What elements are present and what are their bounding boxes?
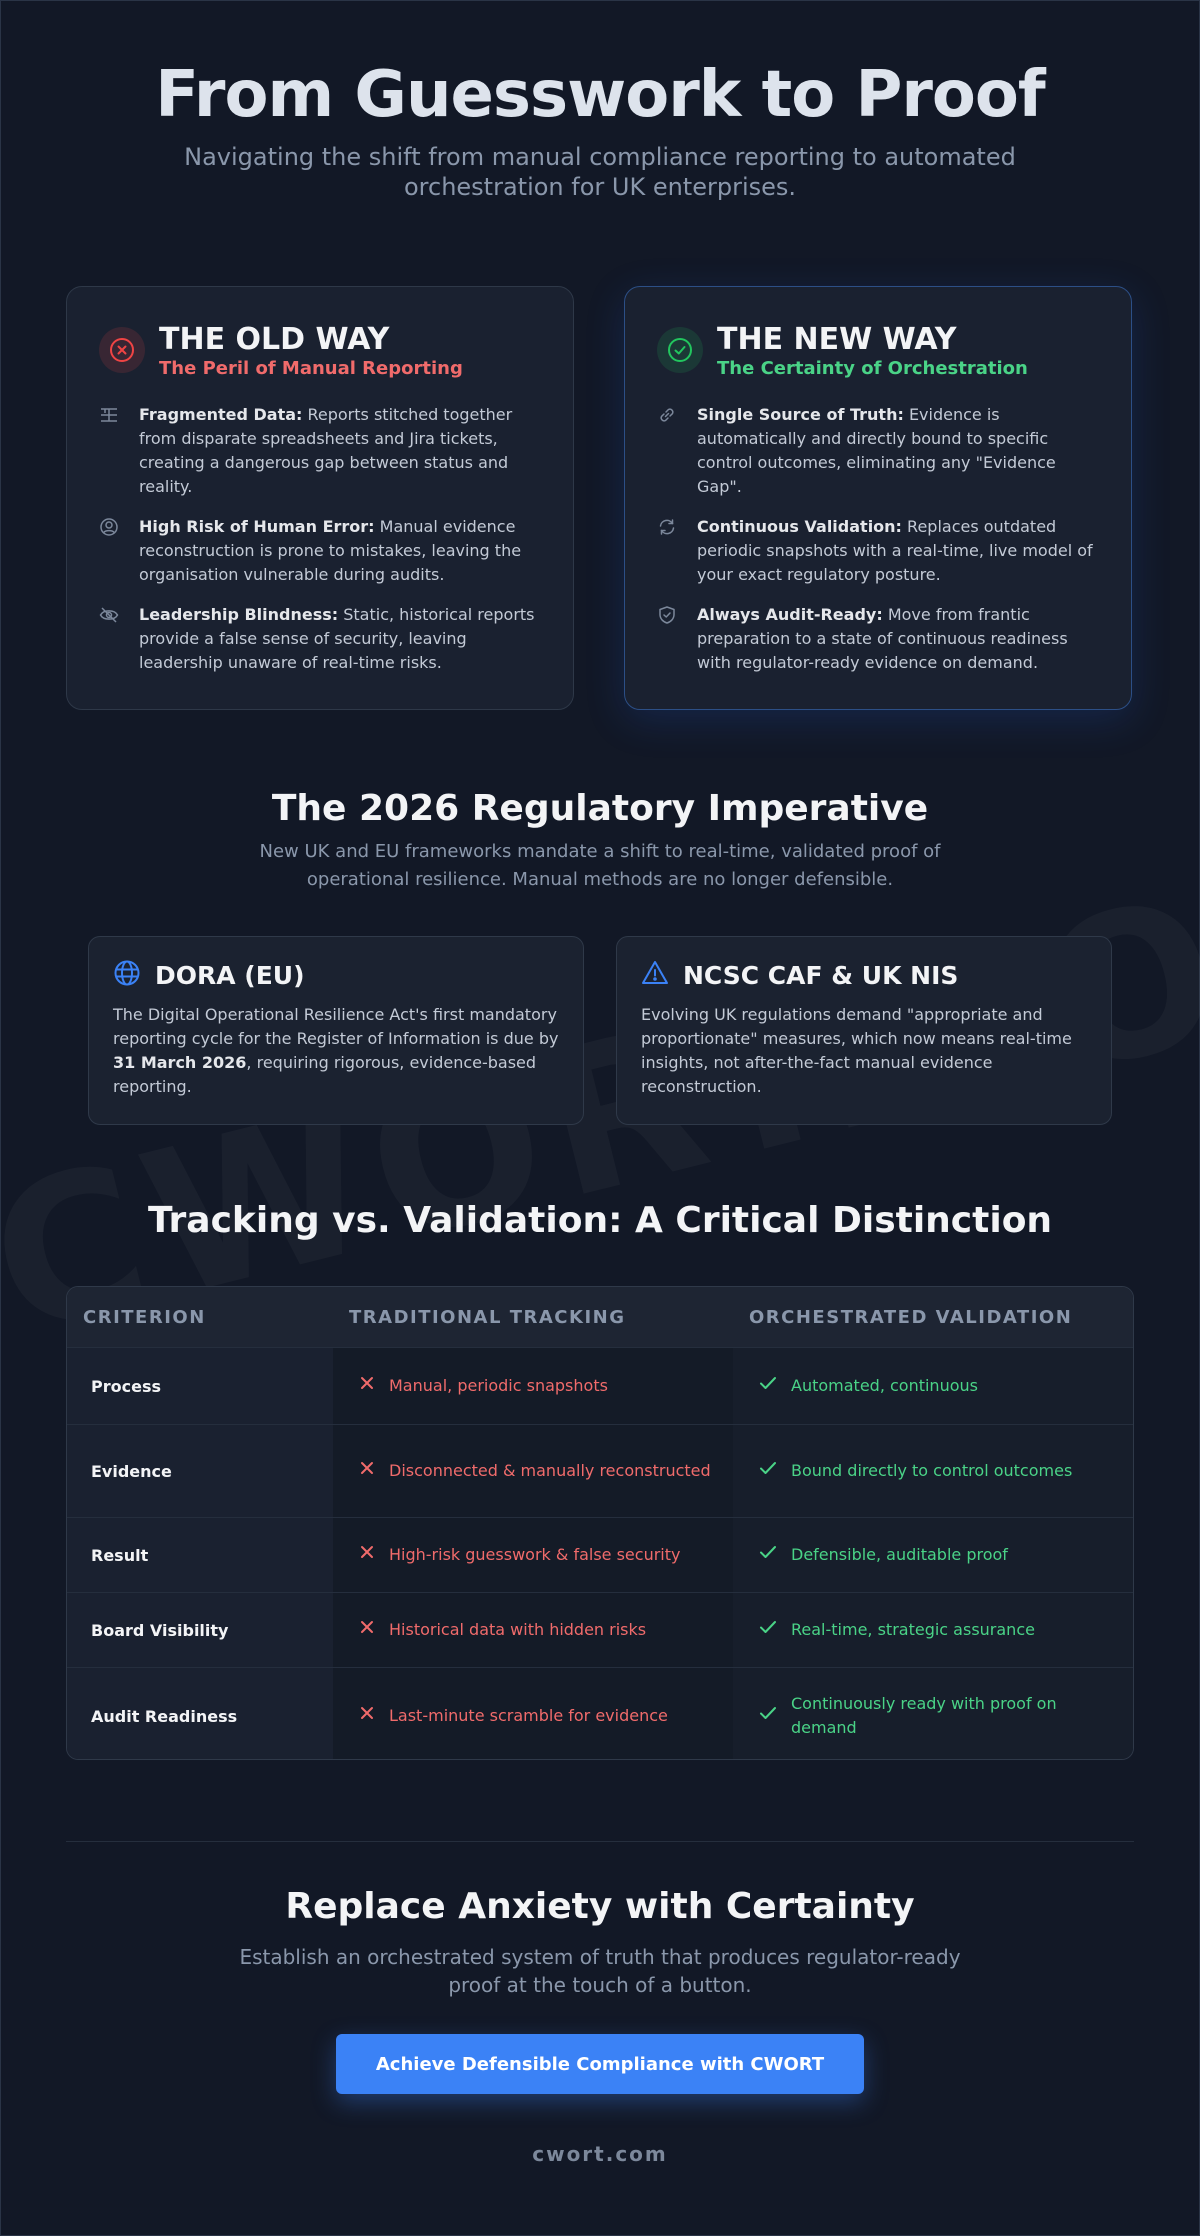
- traditional-cell: [333, 1518, 733, 1592]
- ncsc-title: NCSC CAF & UK NIS: [683, 960, 959, 990]
- point-lead: Single Source of Truth:: [697, 405, 904, 424]
- hero-subtitle: Navigating the shift from manual compliance reporting to automated orchestration for UK enterprises.: [184, 143, 1016, 201]
- new-way-subtitle: The Certainty of Orchestration: [717, 358, 1028, 379]
- check-icon: [759, 1459, 777, 1483]
- orchestrated-cell: [733, 1668, 1133, 1760]
- ncsc-text: Evolving UK regulations demand "appropriate and proportionate" measures, which now means real-time insights, not after-the-fact manual evidence reconstruction.: [641, 1005, 1072, 1096]
- divider: [66, 1841, 1134, 1842]
- new-way-point: [657, 515, 1099, 587]
- check-icon: [759, 1704, 777, 1728]
- point-lead: Leadership Blindness:: [139, 605, 339, 624]
- check-circle-icon: [657, 327, 703, 373]
- table-row: [67, 1347, 1133, 1424]
- x-icon: [359, 1704, 375, 1728]
- new-way-title: THE NEW WAY: [717, 322, 957, 357]
- ncsc-card: [616, 936, 1112, 1125]
- traditional-cell: [333, 1593, 733, 1667]
- orchestrated-cell: [733, 1348, 1133, 1424]
- x-icon: [359, 1618, 375, 1642]
- header-orchestrated: ORCHESTRATED VALIDATION: [733, 1287, 1133, 1347]
- criterion-cell: Process: [67, 1348, 333, 1424]
- traditional-text: Disconnected & manually reconstructed: [389, 1461, 711, 1480]
- check-icon: [759, 1618, 777, 1642]
- cta-subtitle: Establish an orchestrated system of truth that produces regulator-ready proof at the touch of a button.: [239, 1945, 961, 1997]
- warning-icon: [641, 959, 669, 991]
- traditional-text: High-risk guesswork & false security: [389, 1545, 681, 1564]
- point-lead: Always Audit-Ready:: [697, 605, 883, 624]
- refresh-icon: [657, 515, 683, 587]
- check-icon: [759, 1543, 777, 1567]
- orchestrated-text: Automated, continuous: [791, 1376, 978, 1395]
- orchestrated-text: Bound directly to control outcomes: [791, 1461, 1073, 1480]
- point-text: Static, historical reports provide a false sense of security, leaving leadership unaware of real-time risks.: [139, 605, 535, 672]
- traditional-text: Last-minute scramble for evidence: [389, 1706, 668, 1725]
- old-way-card: [66, 286, 574, 710]
- table-row: [67, 1667, 1133, 1760]
- point-lead: High Risk of Human Error:: [139, 517, 375, 536]
- cta-button[interactable]: Achieve Defensible Compliance with CWORT: [336, 2034, 864, 2094]
- x-icon: [359, 1374, 375, 1398]
- point-text: Reports stitched together from disparate spreadsheets and Jira tickets, creating a dangerous gap between status and reality.: [139, 405, 513, 496]
- orchestrated-cell: [733, 1425, 1133, 1517]
- new-way-card: [624, 286, 1132, 710]
- dora-deadline: 31 March 2026: [113, 1053, 247, 1072]
- new-way-point: [657, 603, 1099, 675]
- traditional-cell: [333, 1425, 733, 1517]
- criterion-cell: Board Visibility: [67, 1593, 333, 1667]
- orchestrated-text: Continuously ready with proof on demand: [791, 1694, 1057, 1737]
- regulatory-title: The 2026 Regulatory Imperative: [271, 788, 929, 829]
- orchestrated-cell: [733, 1593, 1133, 1667]
- regulatory-subtitle: New UK and EU frameworks mandate a shift to real-time, validated proof of operational resilience. Manual methods are no longer defensible.: [259, 841, 941, 890]
- orchestrated-cell: [733, 1518, 1133, 1592]
- dora-title: DORA (EU): [155, 960, 305, 990]
- criterion-cell: Audit Readiness: [67, 1668, 333, 1760]
- dora-text: The Digital Operational Resilience Act's first mandatory reporting cycle for the Register of Information is due by 31 March 2026, requiring rigorous, evidence-based reporting.: [113, 1005, 559, 1096]
- traditional-cell: [333, 1668, 733, 1760]
- table-row: [67, 1592, 1133, 1667]
- new-way-point: [657, 403, 1099, 499]
- header-traditional: TRADITIONAL TRACKING: [333, 1287, 733, 1347]
- criterion-cell: Evidence: [67, 1425, 333, 1517]
- hero-title: From Guesswork to Proof: [155, 58, 1045, 132]
- x-icon: [359, 1543, 375, 1567]
- old-way-subtitle: The Peril of Manual Reporting: [159, 358, 463, 379]
- dora-card: [88, 936, 584, 1125]
- orchestrated-text: Defensible, auditable proof: [791, 1545, 1008, 1564]
- footer-domain: cwort.com: [532, 2142, 668, 2166]
- criterion-cell: Result: [67, 1518, 333, 1592]
- comparison-title: Tracking vs. Validation: A Critical Distinction: [147, 1200, 1053, 1241]
- old-way-point: [99, 403, 541, 499]
- x-circle-icon: [99, 327, 145, 373]
- point-lead: Fragmented Data:: [139, 405, 303, 424]
- comparison-table: [66, 1286, 1134, 1760]
- check-icon: [759, 1374, 777, 1398]
- orchestrated-text: Real-time, strategic assurance: [791, 1620, 1035, 1639]
- shield-check-icon: [657, 603, 683, 675]
- old-way-point: [99, 515, 541, 587]
- table-header: [67, 1287, 1133, 1347]
- point-lead: Continuous Validation:: [697, 517, 902, 536]
- traditional-text: Manual, periodic snapshots: [389, 1376, 608, 1395]
- old-way-point: [99, 603, 541, 675]
- header-criterion: CRITERION: [67, 1287, 333, 1347]
- point-text: Manual evidence reconstruction is prone to mistakes, leaving the organisation vulnerable during audits.: [139, 517, 522, 584]
- table-row: [67, 1424, 1133, 1517]
- fragmented-data-icon: [99, 403, 125, 499]
- globe-icon: [113, 959, 141, 991]
- cta-title: Replace Anxiety with Certainty: [285, 1886, 915, 1927]
- traditional-cell: [333, 1348, 733, 1424]
- point-text: Evidence is automatically and directly bound to specific control outcomes, eliminating any "Evidence Gap".: [697, 405, 1056, 496]
- user-error-icon: [99, 515, 125, 587]
- point-text: Replaces outdated periodic snapshots with a real-time, live model of your exact regulatory posture.: [697, 517, 1093, 584]
- x-icon: [359, 1459, 375, 1483]
- link-icon: [657, 403, 683, 499]
- eye-off-icon: [99, 603, 125, 675]
- old-way-title: THE OLD WAY: [159, 322, 390, 357]
- traditional-text: Historical data with hidden risks: [389, 1620, 647, 1639]
- table-row: [67, 1517, 1133, 1592]
- point-text: Move from frantic preparation to a state of continuous readiness with regulator-ready evidence on demand.: [697, 605, 1068, 672]
